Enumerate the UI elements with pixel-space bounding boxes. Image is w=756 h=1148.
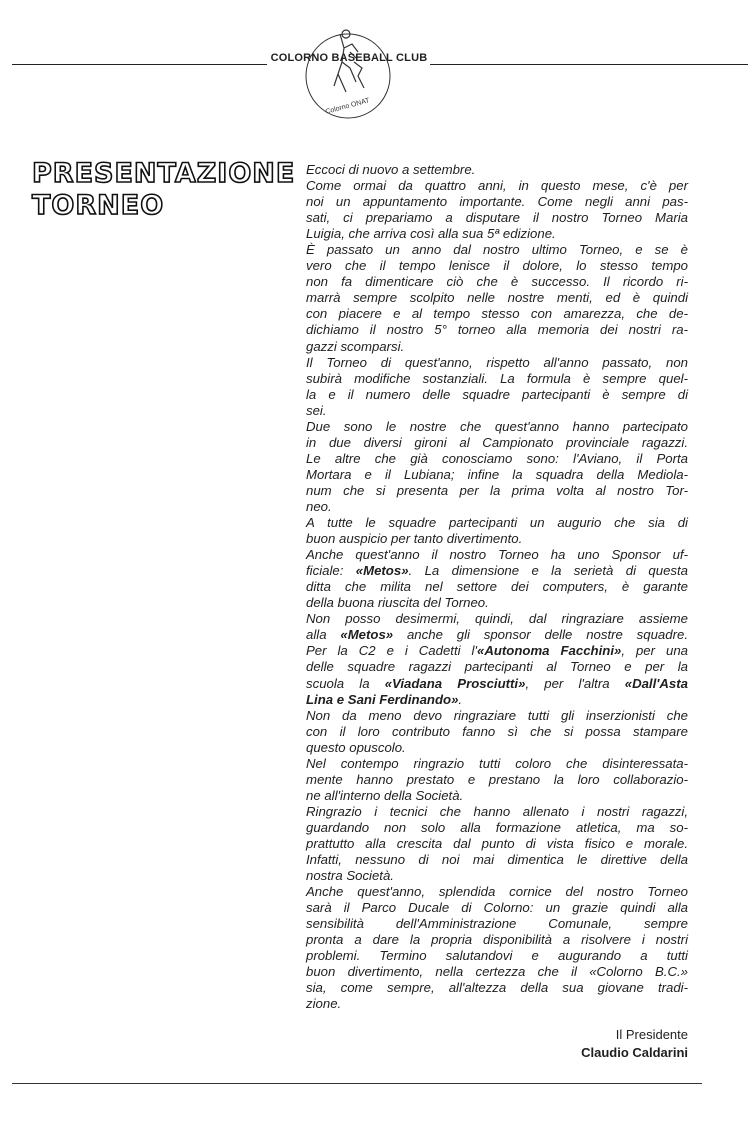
letter-text: A tutte le squadre partecipanti un augurio che sia di xyxy=(306,515,688,531)
sponsor-name: «Dall'Asta xyxy=(624,675,688,691)
letter-text: scuola la xyxy=(306,675,385,691)
letter-text: prattutto alla crescita dal punto di vista fisico e morale. xyxy=(306,835,688,851)
letter-line xyxy=(306,371,688,387)
letter-line xyxy=(306,772,688,788)
letter-line xyxy=(306,435,688,451)
letter-line xyxy=(306,836,688,852)
header-rule-right xyxy=(430,64,748,65)
letter-line xyxy=(306,692,688,708)
letter-text: Non posso desimermi, quindi, dal ringraziare assieme xyxy=(306,611,688,627)
letter-text: Infatti, nessuno di noi mai dimentica le direttive della xyxy=(306,852,688,868)
letter-line xyxy=(306,932,688,948)
letter-line xyxy=(306,403,688,419)
club-logo xyxy=(300,22,396,124)
letter-line xyxy=(306,708,688,724)
letter-text: sarà il Parco Ducale di Colorno: un grazie quindi alla xyxy=(306,900,688,916)
letter-text: dichiamo il nostro 5° torneo alla memoria dei nostri ra- xyxy=(306,322,688,338)
letter-text: questo opuscolo. xyxy=(306,739,406,755)
logo-text: Colorno ONAT xyxy=(324,97,371,116)
letter-text: Il Torneo di quest'anno, rispetto all'anno passato, non xyxy=(306,354,688,370)
letter-line xyxy=(306,226,688,242)
letter-line xyxy=(306,659,688,675)
letter-text: Luigia, che arriva così alla sua 5ª edizione. xyxy=(306,226,556,242)
letter-text: Non da meno devo ringraziare tutti gli inserzionisti che xyxy=(306,707,688,723)
letter-line xyxy=(306,258,688,274)
header-rule-left xyxy=(12,64,267,65)
letter-line xyxy=(306,820,688,836)
letter-text: buon auspicio per tanto divertimento. xyxy=(306,531,523,547)
letter-line xyxy=(306,178,688,194)
letter-text: Nel contempo ringrazio tutti coloro che disinteressata- xyxy=(306,755,688,771)
letter-text: Eccoci di nuovo a settembre. xyxy=(306,162,476,177)
letter-text: marrà sempre scolpito nelle nostre menti, ed è quindi xyxy=(306,290,688,306)
letter-text: Mortara e il Lubiana; infine la squadra della Mediola- xyxy=(306,466,688,482)
letter-line xyxy=(306,579,688,595)
letter-text: sensibilità dell'Amministrazione Comunale, sempre xyxy=(306,916,688,932)
letter-text: ne all'interno della Società. xyxy=(306,787,464,803)
letter-text: Ringrazio i tecnici che hanno allenato i nostri ragazzi, xyxy=(306,803,688,819)
footer-rule xyxy=(12,1083,702,1084)
letter-text: non fa dimenticare ciò che è successo. Il ricordo ri- xyxy=(306,274,688,290)
letter-line xyxy=(306,916,688,932)
letter-line xyxy=(306,467,688,483)
letter-text: mente hanno prestato e prestano la loro collaborazio- xyxy=(306,771,688,787)
letter-line xyxy=(306,884,688,900)
letter-text: ficiale: xyxy=(306,563,356,579)
letter-text: con piacere e al tempo stesso con amarezza, che de- xyxy=(306,306,688,322)
sponsor-name: Lina e Sani Ferdinando» xyxy=(306,691,459,707)
letter-text: buon divertimento, nella certezza che il «Colorno B.C.» xyxy=(306,964,688,980)
letter-text: Due sono le nostre che quest'anno hanno partecipato xyxy=(306,418,688,434)
letter-line xyxy=(306,788,688,804)
letter-text: , per una xyxy=(621,643,689,659)
letter-line xyxy=(306,210,688,226)
letter-text: nostra Società. xyxy=(306,868,394,884)
signature-role: Il Presidente xyxy=(615,1027,688,1042)
letter-line xyxy=(306,531,688,547)
letter-text: Anche quest'anno, splendida cornice del nostro Torneo xyxy=(306,884,688,900)
letter-line xyxy=(306,355,688,371)
letter-line xyxy=(306,274,688,290)
letter-line xyxy=(306,804,688,820)
letter-line xyxy=(306,547,688,563)
letter-line xyxy=(306,643,688,659)
letter-text: guardando non solo alla formazione atletica, ma so- xyxy=(306,819,688,835)
letter-line xyxy=(306,868,688,884)
letter-text: alla xyxy=(306,627,341,643)
letter-text: della buona riuscita del Torneo. xyxy=(306,595,489,611)
letter-line xyxy=(306,980,688,996)
letter-text: delle squadre ragazzi partecipanti al Torneo e per la xyxy=(306,659,688,675)
letter-line xyxy=(306,242,688,258)
letter-text: subirà modifiche sostanziali. La formula è sempre quel- xyxy=(306,370,688,386)
letter-line xyxy=(306,595,688,611)
letter-text: zione. xyxy=(306,996,342,1012)
letter-text: vero che il tempo lenisce il dolore, lo stesso tempo xyxy=(306,258,688,274)
letter-line xyxy=(306,676,688,692)
title-line-1: PRESENTAZIONE xyxy=(32,158,296,189)
letter-text: in due diversi gironi al Campionato provinciale ragazzi. xyxy=(306,434,688,450)
letter-line xyxy=(306,387,688,403)
letter-text: noi un appuntamento importante. Come negli anni pas- xyxy=(306,194,688,210)
letter-line xyxy=(306,611,688,627)
letter-text: , per l'altra xyxy=(525,675,625,691)
signature-name: Claudio Caldarini xyxy=(581,1045,688,1060)
letter-line xyxy=(306,322,688,338)
letter-line xyxy=(306,964,688,980)
title-line-2: TORNEO xyxy=(32,190,165,221)
letter-line xyxy=(306,515,688,531)
letter-line xyxy=(306,451,688,467)
letter-line xyxy=(306,499,688,515)
letter-text: num che si presenta per la prima volta al nostro Tor- xyxy=(306,482,688,498)
letter-text: Come ormai da quattro anni, in questo mese, c'è per xyxy=(306,178,688,194)
letter-text: Per la C2 e i Cadetti l' xyxy=(306,643,477,659)
letter-line xyxy=(306,194,688,210)
letter-line xyxy=(306,724,688,740)
letter-line xyxy=(306,756,688,772)
letter-text: Le altre che già conosciamo sono: l'Aviano, il Porta xyxy=(306,450,688,466)
letter-line xyxy=(306,419,688,435)
page-title xyxy=(32,158,296,222)
letter-text: pronta a dare la propria disponibilità a risolvere i nostri xyxy=(306,932,688,948)
sponsor-name: «Viadana Prosciutti» xyxy=(384,675,526,691)
letter-text: . La dimensione e la serietà di questa xyxy=(408,563,689,579)
letter-text: con il loro contributo fanno sì che si possa stampare xyxy=(306,723,688,739)
letter-text: neo. xyxy=(306,498,332,514)
letter-text: la e il numero delle squadre partecipanti è sempre di xyxy=(306,386,688,402)
letter-body xyxy=(306,162,688,1012)
club-name: COLORNO BASEBALL CLUB xyxy=(270,52,428,64)
letter-text: È passato un anno dal nostro ultimo Torneo, e se è xyxy=(306,242,688,258)
letter-line xyxy=(306,290,688,306)
letter-line xyxy=(306,740,688,756)
letter-text: sia, come sempre, all'altezza della sua giovane tradi- xyxy=(306,980,688,996)
sponsor-name: «Metos» xyxy=(355,563,409,579)
letter-line xyxy=(306,996,688,1012)
letter-text: sati, ci prepariamo a disputare il nostro Torneo Maria xyxy=(306,210,688,226)
letter-line xyxy=(306,948,688,964)
letter-line xyxy=(306,900,688,916)
letter-line xyxy=(306,483,688,499)
letter-line xyxy=(306,627,688,643)
letter-text: anche gli sponsor delle nostre squadre. xyxy=(393,627,688,643)
letter-text: gazzi scomparsi. xyxy=(306,338,405,354)
letter-text: problemi. Termino salutandovi e augurando a tutti xyxy=(306,948,688,964)
sponsor-name: «Autonoma Facchini» xyxy=(476,643,622,659)
letter-text: Anche quest'anno il nostro Torneo ha uno Sponsor uf- xyxy=(306,547,688,563)
sponsor-name: «Metos» xyxy=(340,627,394,643)
letter-line xyxy=(306,162,688,178)
letter-text: sei. xyxy=(306,402,327,418)
letter-line xyxy=(306,339,688,355)
letter-line xyxy=(306,563,688,579)
letter-text: . xyxy=(458,691,463,707)
letter-text: ditta che milita nel settore dei computers, è garante xyxy=(306,579,688,595)
letter-line xyxy=(306,306,688,322)
letter-line xyxy=(306,852,688,868)
